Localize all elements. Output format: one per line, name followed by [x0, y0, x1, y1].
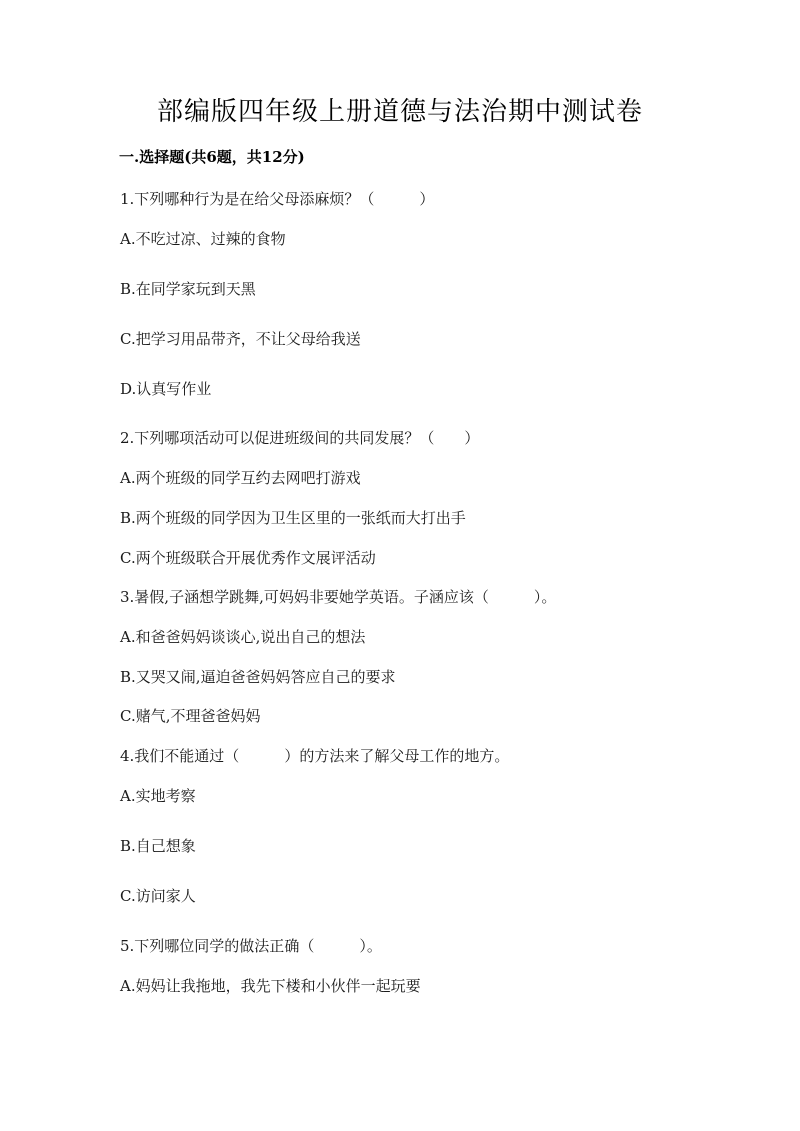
question-stem: 2.下列哪项活动可以促进班级间的共同发展？（ ）	[120, 429, 480, 447]
question-stem: 1.下列哪种行为是在给父母添麻烦？（ ）	[120, 190, 435, 208]
answer-option: A.妈妈让我拖地，我先下楼和小伙伴一起玩要	[120, 977, 421, 995]
answer-option: A.实地考察	[120, 787, 196, 805]
answer-option: B.在同学家玩到天黑	[120, 280, 256, 298]
answer-option: C.把学习用品带齐，不让父母给我送	[120, 330, 361, 348]
question-stem: 4.我们不能通过（ ）的方法来了解父母工作的地方。	[120, 747, 510, 765]
document-title: 部编版四年级上册道德与法治期中测试卷	[156, 97, 643, 127]
answer-option: C.赌气,不理爸爸妈妈	[120, 707, 261, 725]
answer-option: B.自己想象	[120, 837, 196, 855]
answer-option: C.访问家人	[120, 887, 196, 905]
question-stem: 5.下列哪位同学的做法正确（ ）。	[120, 937, 382, 955]
answer-option: A.不吃过凉、过辣的食物	[120, 230, 286, 248]
answer-option: A.两个班级的同学互约去网吧打游戏	[120, 469, 361, 487]
question-stem: 3.暑假,子涵想学跳舞,可妈妈非要她学英语。子涵应该（ ）。	[120, 588, 557, 606]
answer-option: B.又哭又闹,逼迫爸爸妈妈答应自己的要求	[120, 668, 396, 686]
answer-option: A.和爸爸妈妈谈谈心,说出自己的想法	[120, 628, 366, 646]
section-heading: 一.选择题(共6题，共12分)	[119, 148, 305, 166]
answer-option: C.两个班级联合开展优秀作文展评活动	[120, 549, 376, 567]
answer-option: B.两个班级的同学因为卫生区里的一张纸而大打出手	[120, 509, 466, 527]
answer-option: D.认真写作业	[120, 380, 212, 398]
